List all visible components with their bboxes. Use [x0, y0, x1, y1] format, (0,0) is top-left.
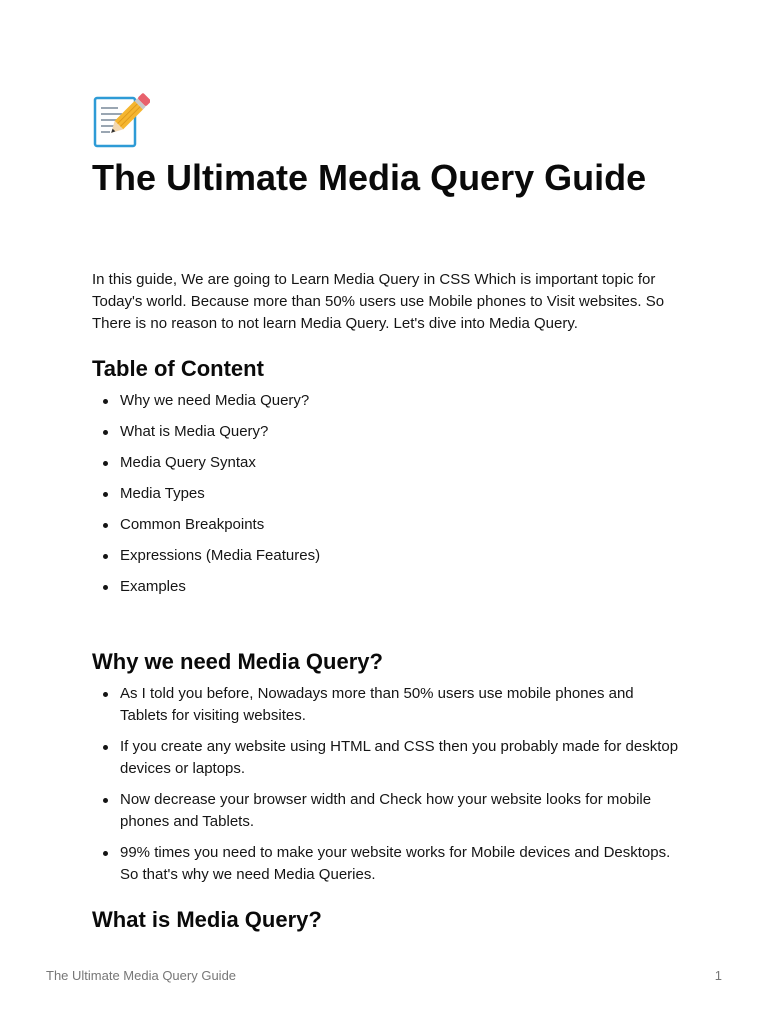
toc-item: Examples: [92, 576, 682, 598]
why-section-list: [92, 683, 682, 895]
why-item: Now decrease your browser width and Check how your website looks for mobile phones and Tablets.: [92, 789, 682, 833]
toc-item: Media Query Syntax: [92, 452, 682, 474]
toc-item: Why we need Media Query?: [92, 390, 682, 412]
footer-page-number: 1: [714, 968, 722, 983]
why-item: If you create any website using HTML and CSS then you probably made for desktop devices or laptops.: [92, 736, 682, 780]
toc-item: Expressions (Media Features): [92, 545, 682, 567]
intro-paragraph: In this guide, We are going to Learn Media Query in CSS Which is important topic for Today's world. Because more than 50% users use Mobile phones to Visit websites. So There is no reason to not learn Media Query. Let's dive into Media Query.: [92, 271, 665, 332]
toc-heading: Table of Content: [92, 356, 264, 381]
toc-item: What is Media Query?: [92, 421, 682, 443]
toc-item: Media Types: [92, 483, 682, 505]
why-item: 99% times you need to make your website works for Mobile devices and Desktops. So that's why we need Media Queries.: [92, 842, 682, 886]
toc-list: [92, 390, 682, 607]
toc-item: Common Breakpoints: [92, 514, 682, 536]
footer-doc-title: The Ultimate Media Query Guide: [46, 968, 237, 983]
memo-pencil-icon: [92, 92, 150, 150]
page-title: The Ultimate Media Query Guide: [92, 157, 647, 198]
what-section-heading: What is Media Query?: [92, 907, 322, 932]
why-section-heading: Why we need Media Query?: [92, 649, 383, 674]
why-item: As I told you before, Nowadays more than 50% users use mobile phones and Tablets for visiting websites.: [92, 683, 682, 727]
